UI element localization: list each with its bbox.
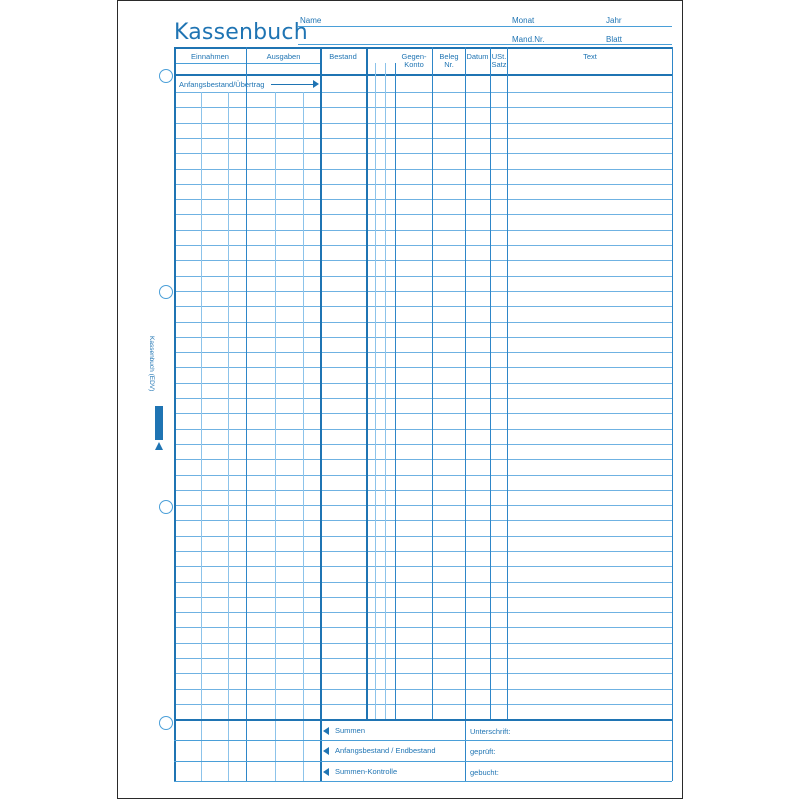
ledger-row-line — [174, 459, 672, 460]
ledger-first-row-line — [174, 92, 672, 93]
ledger-row-line — [174, 520, 672, 521]
ledger-column-line — [465, 47, 466, 781]
ledger-column-line — [246, 47, 247, 781]
monat-label: Monat — [512, 16, 535, 25]
anfangsbestand-label — [179, 80, 264, 89]
col-bestand: Bestand — [329, 52, 357, 61]
einnahmen-subheader-line — [174, 63, 320, 64]
ledger-row-line — [174, 505, 672, 506]
ledger-row-line — [174, 169, 672, 170]
ledger-row-line — [174, 184, 672, 185]
ledger-row-line — [174, 444, 672, 445]
anfangs-endbestand-text: Anfangsbestand / Endbestand — [335, 746, 436, 755]
footer-bottom-line — [174, 781, 672, 782]
ledger-row-line — [174, 367, 672, 368]
ledger-column-line — [395, 63, 396, 719]
col-gegenkonto-2: Konto — [404, 60, 424, 69]
name-label: Name — [300, 16, 322, 25]
ledger-row-line — [174, 260, 672, 261]
ledger-row-line — [174, 413, 672, 414]
summen-kontrolle-arrow-icon — [323, 768, 329, 776]
ledger-column-line — [507, 47, 508, 719]
ledger-row-line — [174, 536, 672, 537]
mandnr-field-line[interactable] — [298, 44, 672, 45]
ledger-row-line — [174, 383, 672, 384]
ledger-column-line — [672, 47, 673, 781]
ledger-row-line — [174, 123, 672, 124]
ledger-column-line — [303, 92, 304, 781]
ledger-row-line — [174, 582, 672, 583]
ledger-row-line — [174, 612, 672, 613]
summen-kontrolle-text: Summen-Kontrolle — [335, 767, 398, 776]
ledger-row-line — [174, 352, 672, 353]
ledger-row-line — [174, 245, 672, 246]
gebucht-label: gebucht: — [470, 768, 499, 777]
col-ust-2: Satz — [491, 60, 507, 69]
punch-hole-4 — [159, 716, 173, 730]
ledger-row-line — [174, 138, 672, 139]
ledger-row-line — [174, 214, 672, 215]
ledger-column-line — [201, 92, 202, 781]
ledger-row-line — [174, 704, 672, 705]
col-text: Text — [583, 52, 597, 61]
col-ausgaben: Ausgaben — [266, 52, 301, 61]
ledger-row-line — [174, 597, 672, 598]
ledger-row-line — [174, 673, 672, 674]
col-datum: Datum — [466, 52, 489, 61]
ledger-column-line — [320, 47, 322, 781]
geprueft-label: geprüft: — [470, 747, 496, 756]
ledger-row-line — [174, 153, 672, 154]
anfangs-endbestand-arrow-icon — [323, 747, 329, 755]
ledger-column-line — [375, 63, 376, 719]
footer-top-border — [174, 719, 672, 721]
punch-hole-3 — [159, 500, 173, 514]
ledger-row-line — [174, 551, 672, 552]
ledger-row-line — [174, 306, 672, 307]
blatt-label: Blatt — [606, 35, 623, 44]
col-beleg-2: Nr. — [444, 60, 454, 69]
ledger-column-line — [366, 47, 368, 719]
ledger-row-line — [174, 199, 672, 200]
ledger-column-line — [228, 92, 229, 781]
ledger-row-line — [174, 658, 672, 659]
col-einnahmen: Einnahmen — [191, 52, 229, 61]
ledger-column-line — [275, 92, 276, 781]
ledger-row-line — [174, 398, 672, 399]
ledger-row-line — [174, 291, 672, 292]
summen-row-label — [323, 726, 365, 735]
mandnr-label: Mand.Nr. — [512, 35, 545, 44]
ledger-column-line — [385, 63, 386, 719]
summen-text: Summen — [335, 726, 366, 735]
ledger-column-line — [432, 47, 433, 719]
ledger-column-line — [174, 47, 176, 781]
unterschrift-label: Unterschrift: — [470, 727, 511, 736]
footer-line-2 — [174, 761, 672, 762]
table-top-border — [174, 47, 672, 49]
name-field-line[interactable] — [298, 26, 672, 27]
ledger-row-line — [174, 627, 672, 628]
ledger-row-line — [174, 337, 672, 338]
ledger-row-line — [174, 643, 672, 644]
page-title: Kassenbuch — [174, 20, 308, 45]
anfangsbestand-arrow-icon — [313, 80, 319, 88]
col-beleg-1: Beleg — [439, 52, 459, 61]
brand-logo — [155, 406, 163, 440]
side-vertical-text: Kassenbuch (EDV) — [148, 336, 155, 392]
ledger-row-line — [174, 230, 672, 231]
summen-arrow-icon — [323, 727, 329, 735]
anfangsbestand-arrow-shaft — [271, 84, 313, 85]
ledger-row-line — [174, 475, 672, 476]
summen-kontrolle-row-label — [323, 767, 397, 776]
col-ust-1: USt. — [491, 52, 507, 61]
punch-hole-2 — [159, 285, 173, 299]
punch-hole-1 — [159, 69, 173, 83]
brand-logo-mark — [155, 442, 163, 450]
header-bottom-border — [174, 74, 672, 76]
ledger-row-line — [174, 490, 672, 491]
anfangsbestand-text: Anfangsbestand/Übertrag — [179, 80, 265, 89]
ledger-row-line — [174, 107, 672, 108]
col-gegenkonto-1: Gegen- — [401, 52, 427, 61]
ledger-column-line — [490, 47, 491, 719]
footer-line-1 — [174, 740, 672, 741]
ledger-row-line — [174, 566, 672, 567]
jahr-label: Jahr — [606, 16, 622, 25]
ledger-row-line — [174, 322, 672, 323]
ledger-row-line — [174, 689, 672, 690]
anfangs-endbestand-row-label — [323, 746, 436, 755]
ledger-row-line — [174, 276, 672, 277]
ledger-row-line — [174, 429, 672, 430]
